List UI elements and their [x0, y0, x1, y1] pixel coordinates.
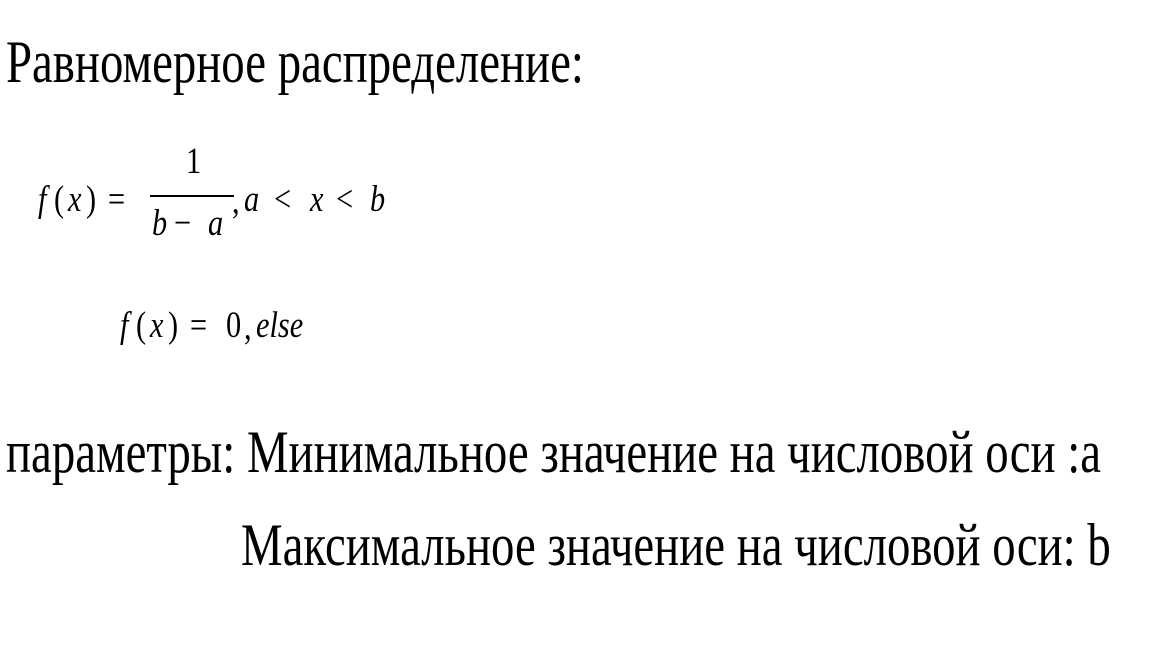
condition-lt-1: <	[274, 179, 292, 220]
fraction-numerator: 1	[186, 141, 202, 182]
fraction-bar	[150, 195, 234, 197]
parameters-min-line: параметры: Минимальное значение на числовой оси :a	[6, 419, 1102, 485]
formula-x: x	[68, 179, 82, 220]
formula-f: f	[38, 179, 47, 220]
else-formula-x: x	[150, 305, 164, 346]
page-title: Равномерное распределение:	[6, 29, 584, 95]
condition-b: b	[370, 179, 386, 220]
parameters-max-line: Максимальное значение на числовой оси: b	[241, 512, 1111, 578]
condition-a: a	[244, 179, 260, 220]
fraction-den-minus: −	[174, 203, 192, 244]
uniform-pdf-formula	[38, 140, 458, 260]
else-formula-open-paren: (	[136, 305, 147, 346]
else-formula-comma: ,	[244, 307, 252, 348]
condition-lt-2: <	[336, 179, 354, 220]
condition-x: x	[310, 179, 324, 220]
formula-equals: =	[108, 179, 126, 220]
formula-open-paren: (	[54, 179, 65, 220]
uniform-pdf-else-formula	[120, 298, 420, 358]
fraction-den-a: a	[208, 203, 224, 244]
formula-close-paren: )	[86, 179, 97, 220]
fraction-den-b: b	[152, 203, 168, 244]
else-formula-close-paren: )	[168, 305, 179, 346]
else-formula-equals: =	[190, 305, 208, 346]
else-formula-f: f	[120, 305, 129, 346]
else-formula-zero: 0	[226, 305, 242, 346]
formula-comma: ,	[232, 181, 240, 222]
else-formula-else: else	[256, 305, 304, 346]
